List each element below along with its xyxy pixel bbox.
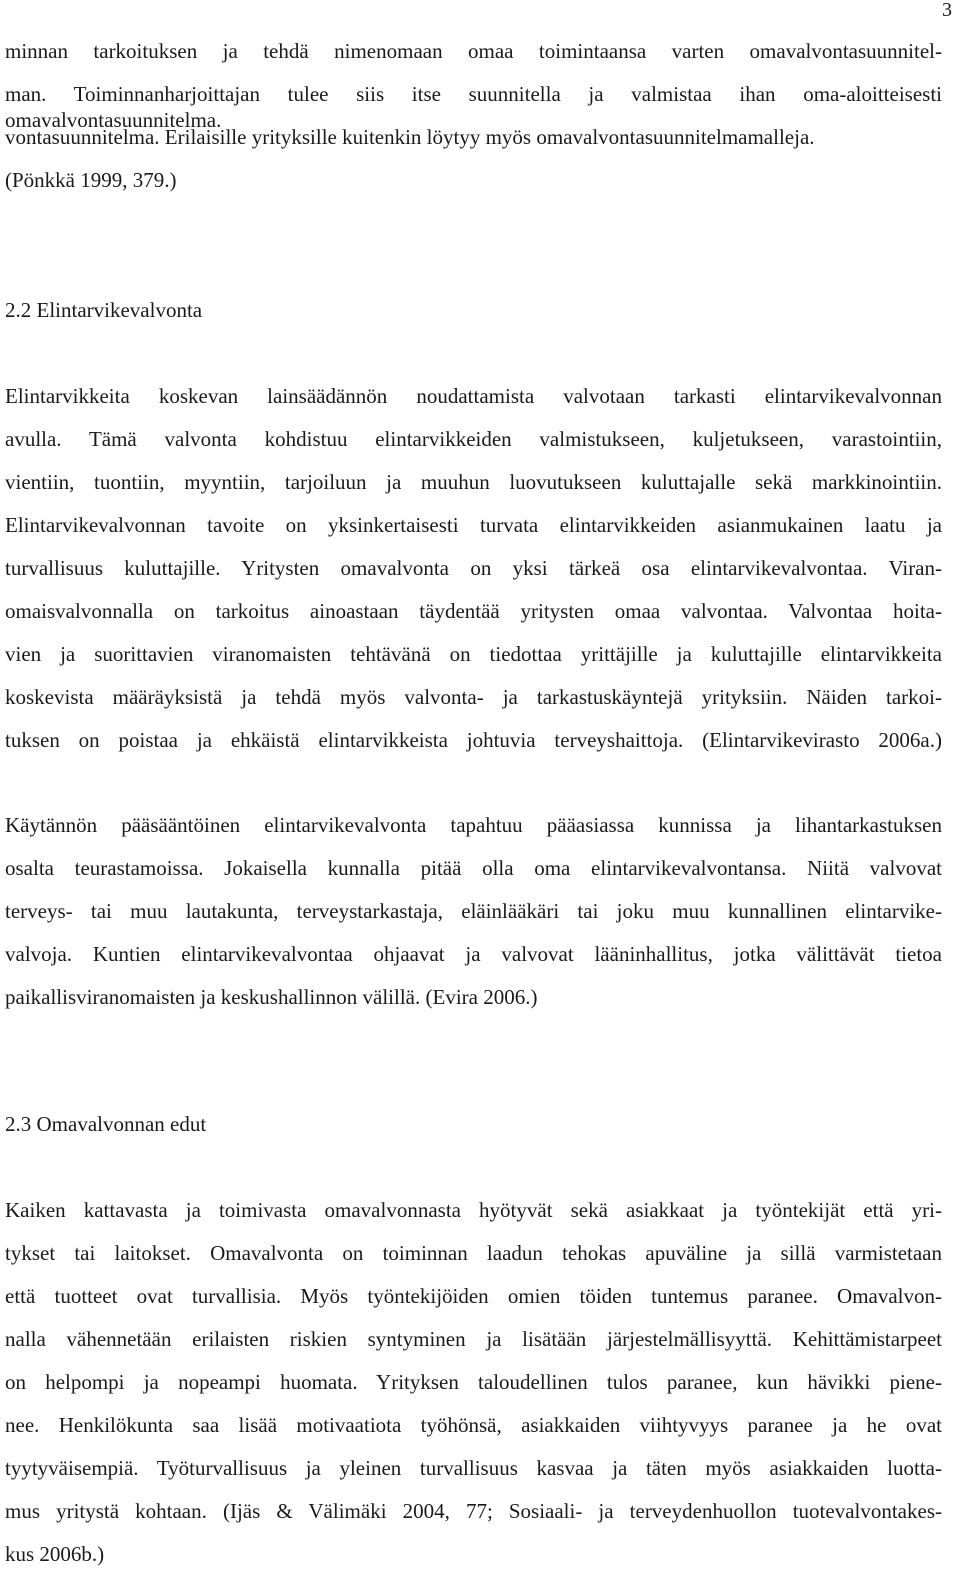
text-line: nee. Henkilökunta saa lisää motivaatiota työhönsä, asiakkaiden viihtyvyys paranee ja he ovat [5,1413,942,1437]
text-line: koskevista määräyksistä ja tehdä myös valvonta- ja tarkastuskäyntejä yrityksiin. Näiden tarkoi- [5,685,942,709]
page-number: 3 [942,0,952,21]
text-line: minnan tarkoituksen ja tehdä nimenomaan omaa toimintaansa varten omavalvontasuunnitel- [5,39,942,63]
text-line: Elintarvikkeita koskevan lainsäädännön noudattamista valvotaan tarkasti elintarvikevalvonnan [5,384,942,408]
section-heading-2-2: 2.2 Elintarvikevalvonta [5,298,203,322]
text-line: kus 2006b.) [5,1542,105,1566]
text-line: terveys- tai muu lautakunta, terveystarkastaja, eläinlääkäri tai joku muu kunnallinen elintarvike- [5,899,942,923]
text-line: tuksen on poistaa ja ehkäistä elintarvikkeista johtuvia terveyshaittoja. (Elintarvikevirasto 2006a.) [5,728,942,752]
text-span: man. Toiminnanharjoittajan tulee siis itse suunnitella ja valmistaa ihan oma-aloitteisesti omavalvontasuunnitelma. [5,82,942,132]
text-line: Elintarvikevalvonnan tavoite on yksinkertaisesti turvata elintarvikkeiden asianmukainen laatu ja [5,513,942,537]
text-line: omaisvalvonnalla on tarkoitus ainoastaan täydentää yritysten omaa valvontaa. Valvontaa hoita- [5,599,942,623]
text-line: osalta teurastamoissa. Jokaisella kunnalla pitää olla oma elintarvikevalvontansa. Niitä valvovat [5,856,942,880]
text-line: avulla. Tämä valvonta kohdistuu elintarvikkeiden valmistukseen, kuljetukseen, varastointiin, [5,427,942,451]
text-line: valvoja. Kuntien elintarvikevalvontaa ohjaavat ja valvovat lääninhallitus, jotka välittävät tietoa [5,942,942,966]
text-line: turvallisuus kuluttajille. Yritysten omavalvonta on yksi tärkeä osa elintarvikevalvontaa. Viran- [5,556,942,580]
text-line: tyytyväisempiä. Työturvallisuus ja yleinen turvallisuus kasvaa ja täten myös asiakkaiden luotta- [5,1456,942,1480]
text-line: vientiin, tuontiin, myyntiin, tarjoiluun ja muuhun luovutukseen kuluttajalle sekä markkinointiin. [5,470,942,494]
text-line [5,81,942,132]
text-line: Kaiken kattavasta ja toimivasta omavalvonnasta hyötyvät sekä asiakkaat ja työntekijät että yri- [5,1198,942,1222]
text-line: (Pönkkä 1999, 379.) [5,168,177,192]
section-heading-2-3: 2.3 Omavalvonnan edut [5,1112,207,1136]
text-line: paikallisviranomaisten ja keskushallinnon välillä. (Evira 2006.) [5,985,538,1009]
text-line: vien ja suorittavien viranomaisten tehtävänä on tiedottaa yrittäjille ja kuluttajille elintarvikkeita [5,642,942,666]
text-line: että tuotteet ovat turvallisia. Myös työntekijöiden omien töiden tuntemus paranee. Omavalvon- [5,1284,942,1308]
text-line: mus yritystä kohtaan. (Ijäs & Välimäki 2004, 77; Sosiaali- ja terveydenhuollon tuotevalvontakes- [5,1499,942,1523]
text-line: tykset tai laitokset. Omavalvonta on toiminnan laadun tehokas apuväline ja sillä varmistetaan [5,1241,942,1265]
text-line: nalla vähennetään erilaisten riskien syntyminen ja lisätään järjestelmällisyyttä. Kehittämistarpeet [5,1327,942,1351]
text-line: Käytännön pääsääntöinen elintarvikevalvonta tapahtuu pääasiassa kunnissa ja lihantarkastuksen [5,813,942,837]
text-line: vontasuunnitelma. Erilaisille yrityksille kuitenkin löytyy myös omavalvontasuunnitelmamalleja. [5,125,815,149]
text-line: on helpompi ja nopeampi huomata. Yrityksen taloudellinen tulos paranee, kun hävikki piene- [5,1370,942,1394]
